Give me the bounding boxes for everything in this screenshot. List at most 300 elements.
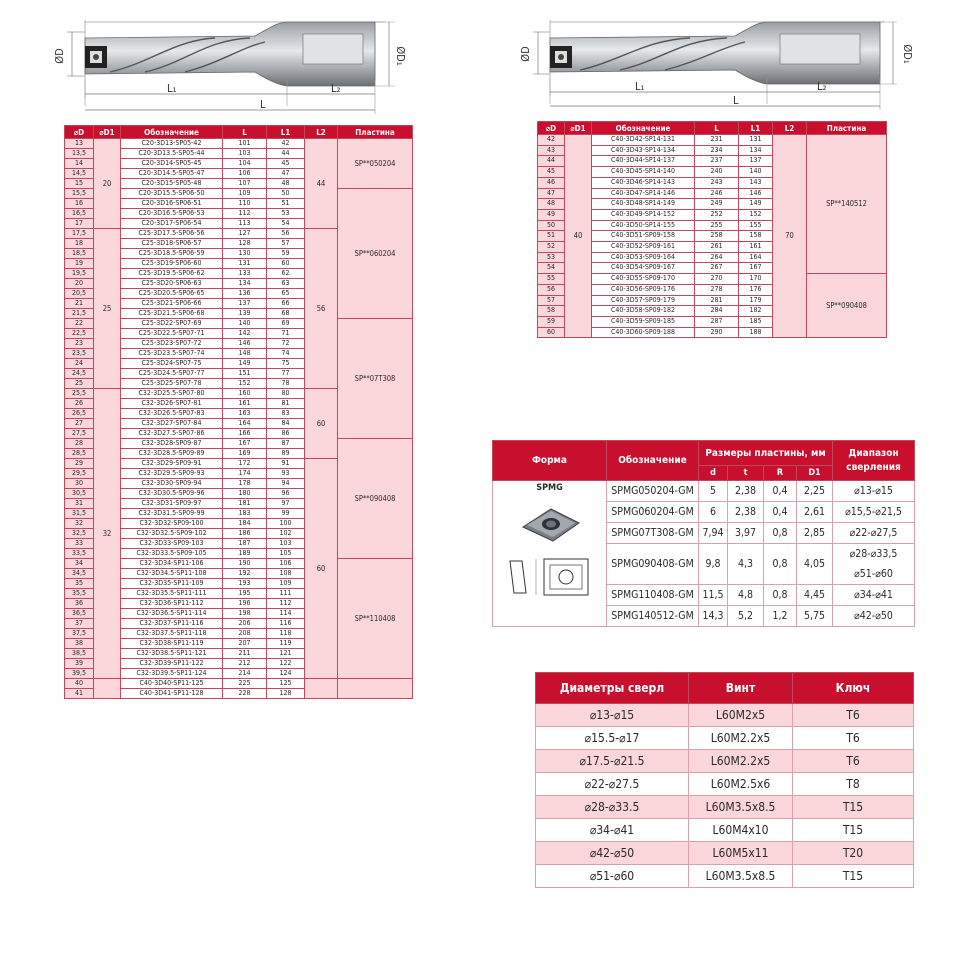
cell-designation: C40-3D52-SP09-161	[592, 242, 695, 253]
cell-d: 28,5	[65, 449, 94, 459]
cell-screw: L60M5x11	[689, 842, 793, 865]
insert-d: 14,3	[699, 606, 728, 627]
cell-d: 28	[65, 439, 94, 449]
cell-l1: 102	[267, 529, 305, 539]
cell-l1: 71	[267, 329, 305, 339]
cell-designation: C20-3D15-SP05-48	[121, 179, 223, 189]
insert-d1: 2,85	[797, 523, 833, 544]
cell-d: 47	[538, 188, 565, 199]
col-header-designation: Обозначение	[607, 441, 699, 481]
cell-d1: 20	[94, 139, 121, 229]
cell-diameter: ⌀22-⌀27.5	[536, 773, 689, 796]
cell-l1: 137	[739, 156, 773, 167]
cell-d: 31	[65, 499, 94, 509]
cell-l1: 80	[267, 389, 305, 399]
cell-l: 189	[223, 549, 267, 559]
insert-schematic-icon	[500, 555, 600, 599]
cell-d: 18	[65, 239, 94, 249]
cell-key: T20	[793, 842, 914, 865]
cell-d: 21	[65, 299, 94, 309]
cell-designation: C20-3D13-SP05-42	[121, 139, 223, 149]
cell-l1: 124	[267, 669, 305, 679]
label-l1: L₁	[167, 82, 177, 95]
cell-designation: C32-3D38-SP11-119	[121, 639, 223, 649]
table-row	[536, 865, 914, 888]
table-row	[536, 819, 914, 842]
cell-l1: 119	[267, 639, 305, 649]
cell-l1: 83	[267, 409, 305, 419]
cell-d: 32,5	[65, 529, 94, 539]
cell-d: 45	[538, 167, 565, 178]
cell-designation: C40-3D54-SP09-167	[592, 263, 695, 274]
cell-l: 149	[223, 359, 267, 369]
cell-d: 17	[65, 219, 94, 229]
screw-key-table	[535, 672, 914, 888]
table-row	[536, 773, 914, 796]
cell-screw: L60M2.2x5	[689, 727, 793, 750]
cell-d: 46	[538, 177, 565, 188]
cell-d: 24	[65, 359, 94, 369]
insert-designation: SPMG090408-GM	[607, 544, 699, 585]
cell-l1: 63	[267, 279, 305, 289]
cell-designation: C40-3D59-SP09-185	[592, 316, 695, 327]
cell-l: 163	[223, 409, 267, 419]
cell-l: 264	[695, 252, 739, 263]
cell-designation: C25-3D18.5-SP06-59	[121, 249, 223, 259]
cell-designation: C32-3D39-SP11-122	[121, 659, 223, 669]
cell-designation: C32-3D38.5-SP11-121	[121, 649, 223, 659]
cell-designation: C32-3D27-SP07-84	[121, 419, 223, 429]
cell-d: 38,5	[65, 649, 94, 659]
cell-designation: C40-3D44-SP14-137	[592, 156, 695, 167]
cell-l1: 143	[739, 177, 773, 188]
cell-d: 25,5	[65, 389, 94, 399]
cell-d: 32	[65, 519, 94, 529]
insert-range: ⌀42-⌀50	[833, 606, 915, 627]
cell-designation: C25-3D23-SP07-72	[121, 339, 223, 349]
cell-plate: SP**110408	[338, 559, 413, 679]
cell-designation: C32-3D36-SP11-112	[121, 599, 223, 609]
cell-l1: 50	[267, 189, 305, 199]
cell-designation: C40-3D50-SP14-155	[592, 220, 695, 231]
cell-key: T15	[793, 865, 914, 888]
insert-d1: 4,45	[797, 585, 833, 606]
cell-d: 48	[538, 199, 565, 210]
cell-key: T6	[793, 727, 914, 750]
cell-l1: 167	[739, 263, 773, 274]
cell-l1: 146	[739, 188, 773, 199]
cell-l1: 188	[739, 327, 773, 338]
cell-l: 107	[223, 179, 267, 189]
cell-l1: 65	[267, 289, 305, 299]
cell-designation: C40-3D46-SP14-143	[592, 177, 695, 188]
drill-drawing-left	[53, 8, 407, 120]
cell-plate: SP**060204	[338, 189, 413, 319]
cell-l: 237	[695, 156, 739, 167]
cell-l: 167	[223, 439, 267, 449]
cell-l1: 66	[267, 299, 305, 309]
cell-l: 206	[223, 619, 267, 629]
label-od: ØD	[53, 48, 66, 64]
cell-designation: C25-3D18-SP06-57	[121, 239, 223, 249]
cell-designation: C32-3D27.5-SP07-86	[121, 429, 223, 439]
cell-designation: C32-3D39.5-SP11-124	[121, 669, 223, 679]
cell-l: 211	[223, 649, 267, 659]
cell-l: 146	[223, 339, 267, 349]
label-od: ØD	[519, 46, 532, 62]
label-od1: ØD₁	[394, 46, 407, 66]
col-header-sizes: Размеры пластины, мм	[699, 441, 833, 466]
cell-l: 196	[223, 599, 267, 609]
col-header-l2: L2	[305, 126, 338, 139]
cell-d: 38	[65, 639, 94, 649]
cell-d: 16	[65, 199, 94, 209]
cell-l1: 118	[267, 629, 305, 639]
cell-l: 139	[223, 309, 267, 319]
cell-l2: 70	[773, 135, 807, 338]
col-header-sub-d: d	[699, 466, 728, 481]
cell-l: 187	[223, 539, 267, 549]
cell-diameter: ⌀28-⌀33.5	[536, 796, 689, 819]
cell-d: 15	[65, 179, 94, 189]
cell-l: 190	[223, 559, 267, 569]
col-header-sub-d1: D1	[797, 466, 833, 481]
cell-d: 20	[65, 279, 94, 289]
cell-l: 174	[223, 469, 267, 479]
cell-designation: C32-3D26-SP07-81	[121, 399, 223, 409]
cell-l: 148	[223, 349, 267, 359]
cell-l1: 51	[267, 199, 305, 209]
cell-d: 35,5	[65, 589, 94, 599]
cell-d: 24,5	[65, 369, 94, 379]
cell-designation: C32-3D31-SP09-97	[121, 499, 223, 509]
insert-range: ⌀34-⌀41	[833, 585, 915, 606]
cell-d: 15,5	[65, 189, 94, 199]
insert-range-1: ⌀28-⌀33,5	[849, 548, 898, 560]
cell-diameter: ⌀51-⌀60	[536, 865, 689, 888]
cell-l: 152	[223, 379, 267, 389]
cell-l: 193	[223, 579, 267, 589]
col-header-l: L	[223, 126, 267, 139]
cell-d: 56	[538, 284, 565, 295]
cell-designation: C32-3D29.5-SP09-93	[121, 469, 223, 479]
cell-l1: 111	[267, 589, 305, 599]
cell-diameter: ⌀34-⌀41	[536, 819, 689, 842]
cell-l1: 97	[267, 499, 305, 509]
cell-l1: 103	[267, 539, 305, 549]
cell-d: 43	[538, 145, 565, 156]
insert-t: 4,8	[728, 585, 764, 606]
cell-d: 26	[65, 399, 94, 409]
insert-d1: 2,25	[797, 481, 833, 502]
cell-l: 252	[695, 209, 739, 220]
cell-l: 178	[223, 479, 267, 489]
cell-l1: 164	[739, 252, 773, 263]
cell-l1: 131	[739, 135, 773, 146]
cell-d: 37,5	[65, 629, 94, 639]
col-header-key: Ключ	[793, 673, 914, 704]
cell-l1: 161	[739, 242, 773, 253]
cell-d: 53	[538, 252, 565, 263]
insert-designation: SPMG110408-GM	[607, 585, 699, 606]
cell-l1: 185	[739, 316, 773, 327]
cell-l: 255	[695, 220, 739, 231]
cell-d: 30	[65, 479, 94, 489]
cell-l1: 45	[267, 159, 305, 169]
cell-d: 19,5	[65, 269, 94, 279]
cell-l1: 59	[267, 249, 305, 259]
insert-t: 4,3	[728, 544, 764, 585]
insert-range-2: ⌀51-⌀60	[854, 568, 893, 580]
cell-d: 49	[538, 209, 565, 220]
cell-d: 18,5	[65, 249, 94, 259]
insert-d: 5	[699, 481, 728, 502]
cell-l1: 72	[267, 339, 305, 349]
insert-designation: SPMG140512-GM	[607, 606, 699, 627]
cell-l: 234	[695, 145, 739, 156]
cell-designation: C20-3D14.5-SP05-47	[121, 169, 223, 179]
cell-l1: 93	[267, 469, 305, 479]
cell-designation: C25-3D20-SP06-63	[121, 279, 223, 289]
cell-diameter: ⌀42-⌀50	[536, 842, 689, 865]
cell-l1: 128	[267, 689, 305, 699]
insert-r: 0,4	[764, 502, 797, 523]
cell-l: 212	[223, 659, 267, 669]
cell-l1: 108	[267, 569, 305, 579]
cell-d: 14,5	[65, 169, 94, 179]
cell-d: 58	[538, 306, 565, 317]
cell-l: 240	[695, 167, 739, 178]
cell-designation: C25-3D24.5-SP07-77	[121, 369, 223, 379]
cell-d: 16,5	[65, 209, 94, 219]
cell-l2: 60	[305, 459, 338, 679]
cell-l: 140	[223, 319, 267, 329]
cell-designation: C40-3D51-SP09-158	[592, 231, 695, 242]
cell-d: 33,5	[65, 549, 94, 559]
cell-d: 50	[538, 220, 565, 231]
cell-d1: 40	[565, 135, 592, 338]
cell-l: 249	[695, 199, 739, 210]
cell-l1: 77	[267, 369, 305, 379]
cell-l: 161	[223, 399, 267, 409]
cell-designation: C25-3D22.5-SP07-71	[121, 329, 223, 339]
cell-d: 60	[538, 327, 565, 338]
insert-range: ⌀15,5-⌀21,5	[833, 502, 915, 523]
cell-l1: 125	[267, 679, 305, 689]
insert-t: 2,38	[728, 481, 764, 502]
cell-d1: 32	[94, 389, 121, 679]
drill-table-right	[537, 121, 887, 338]
cell-l: 110	[223, 199, 267, 209]
insert-range: ⌀22-⌀27,5	[833, 523, 915, 544]
insert-r: 0,8	[764, 585, 797, 606]
cell-designation: C25-3D19-SP06-60	[121, 259, 223, 269]
cell-d: 27,5	[65, 429, 94, 439]
cell-d: 13,5	[65, 149, 94, 159]
col-header-plate: Пластина	[807, 122, 887, 135]
cell-l1: 152	[739, 209, 773, 220]
cell-designation: C25-3D24-SP07-75	[121, 359, 223, 369]
cell-l1: 122	[267, 659, 305, 669]
cell-d: 36,5	[65, 609, 94, 619]
cell-l1: 56	[267, 229, 305, 239]
cell-l: 164	[223, 419, 267, 429]
col-header-l: L	[695, 122, 739, 135]
cell-designation: C40-3D40-SP11-125	[121, 679, 223, 689]
cell-l1: 54	[267, 219, 305, 229]
cell-l: 183	[223, 509, 267, 519]
cell-designation: C40-3D57-SP09-179	[592, 295, 695, 306]
cell-screw: L60M4x10	[689, 819, 793, 842]
cell-key: T15	[793, 796, 914, 819]
cell-l1: 48	[267, 179, 305, 189]
cell-screw: L60M3.5x8.5	[689, 796, 793, 819]
cell-l2	[305, 679, 338, 699]
cell-d: 30,5	[65, 489, 94, 499]
cell-d: 54	[538, 263, 565, 274]
cell-d: 17,5	[65, 229, 94, 239]
cell-l: 207	[223, 639, 267, 649]
cell-l: 225	[223, 679, 267, 689]
cell-key: T8	[793, 773, 914, 796]
cell-designation: C20-3D16.5-SP06-53	[121, 209, 223, 219]
cell-designation: C32-3D29-SP09-91	[121, 459, 223, 469]
cell-designation: C32-3D26.5-SP07-83	[121, 409, 223, 419]
cell-l: 231	[695, 135, 739, 146]
insert-designation: SPMG07T308-GM	[607, 523, 699, 544]
cell-l: 142	[223, 329, 267, 339]
cell-designation: C40-3D47-SP14-146	[592, 188, 695, 199]
label-l2: L₂	[331, 82, 341, 95]
insert-d: 11,5	[699, 585, 728, 606]
cell-l: 172	[223, 459, 267, 469]
cell-d: 42	[538, 135, 565, 146]
cell-designation: C40-3D45-SP14-140	[592, 167, 695, 178]
cell-plate	[338, 679, 413, 699]
drill-drawing-right	[505, 8, 914, 114]
cell-screw: L60M2x5	[689, 704, 793, 727]
cell-l2: 56	[305, 229, 338, 389]
cell-designation: C32-3D33.5-SP09-105	[121, 549, 223, 559]
cell-diameter: ⌀17.5-⌀21.5	[536, 750, 689, 773]
cell-l1: 89	[267, 449, 305, 459]
drill-table-left	[64, 125, 413, 699]
cell-l: 281	[695, 295, 739, 306]
cell-l1: 57	[267, 239, 305, 249]
cell-designation: C25-3D21.5-SP06-68	[121, 309, 223, 319]
label-l: L	[733, 94, 739, 107]
table-row	[493, 481, 915, 502]
form-cell	[493, 481, 607, 627]
cell-l1: 60	[267, 259, 305, 269]
cell-designation: C32-3D37-SP11-116	[121, 619, 223, 629]
cell-designation: C25-3D22-SP07-69	[121, 319, 223, 329]
cell-l: 195	[223, 589, 267, 599]
cell-d: 35	[65, 579, 94, 589]
cell-d: 22	[65, 319, 94, 329]
insert-d: 7,94	[699, 523, 728, 544]
cell-l: 106	[223, 169, 267, 179]
cell-d1	[94, 679, 121, 699]
cell-l: 180	[223, 489, 267, 499]
cell-l: 109	[223, 189, 267, 199]
cell-designation: C40-3D53-SP09-164	[592, 252, 695, 263]
cell-designation: C32-3D30-SP09-94	[121, 479, 223, 489]
cell-l1: 42	[267, 139, 305, 149]
cell-l: 104	[223, 159, 267, 169]
cell-l: 151	[223, 369, 267, 379]
cell-designation: C32-3D35.5-SP11-111	[121, 589, 223, 599]
table-header-row	[538, 122, 887, 135]
cell-designation: C25-3D21-SP06-66	[121, 299, 223, 309]
cell-d: 22,5	[65, 329, 94, 339]
cell-l1: 78	[267, 379, 305, 389]
cell-designation: C40-3D56-SP09-176	[592, 284, 695, 295]
col-header-screw: Винт	[689, 673, 793, 704]
cell-l1: 75	[267, 359, 305, 369]
cell-l: 284	[695, 306, 739, 317]
cell-designation: C20-3D14-SP05-45	[121, 159, 223, 169]
cell-l: 131	[223, 259, 267, 269]
cell-screw: L60M3.5x8.5	[689, 865, 793, 888]
cell-l1: 158	[739, 231, 773, 242]
cell-l: 287	[695, 316, 739, 327]
cell-designation: C32-3D37.5-SP11-118	[121, 629, 223, 639]
cell-designation: C32-3D34.5-SP11-108	[121, 569, 223, 579]
cell-l: 130	[223, 249, 267, 259]
cell-d: 14	[65, 159, 94, 169]
cell-l1: 109	[267, 579, 305, 589]
col-header-sub-r: R	[764, 466, 797, 481]
cell-designation: C20-3D17-SP06-54	[121, 219, 223, 229]
cell-diameter: ⌀15.5-⌀17	[536, 727, 689, 750]
cell-l: 101	[223, 139, 267, 149]
cell-designation: C25-3D20.5-SP06-65	[121, 289, 223, 299]
insert-d1: 4,05	[797, 544, 833, 585]
cell-designation: C32-3D32.5-SP09-102	[121, 529, 223, 539]
cell-key: T6	[793, 750, 914, 773]
col-header-designation: Обозначение	[592, 122, 695, 135]
insert-range	[833, 544, 915, 585]
cell-l: 267	[695, 263, 739, 274]
cell-d: 41	[65, 689, 94, 699]
cell-d: 23	[65, 339, 94, 349]
insert-d: 9,8	[699, 544, 728, 585]
cell-l1: 81	[267, 399, 305, 409]
cell-designation: C32-3D35-SP11-109	[121, 579, 223, 589]
cell-l: 112	[223, 209, 267, 219]
col-header-l1: L1	[739, 122, 773, 135]
cell-designation: C40-3D48-SP14-149	[592, 199, 695, 210]
cell-l1: 94	[267, 479, 305, 489]
table-row	[536, 796, 914, 819]
cell-l2: 60	[305, 389, 338, 459]
cell-l: 136	[223, 289, 267, 299]
insert-d1: 2,61	[797, 502, 833, 523]
cell-l1: 179	[739, 295, 773, 306]
cell-designation: C40-3D43-SP14-134	[592, 145, 695, 156]
cell-l1: 106	[267, 559, 305, 569]
label-l1: L₁	[635, 80, 645, 93]
insert-t: 3,97	[728, 523, 764, 544]
col-header-plate: Пластина	[338, 126, 413, 139]
cell-l: 137	[223, 299, 267, 309]
cell-designation: C20-3D16-SP06-51	[121, 199, 223, 209]
cell-d: 25	[65, 379, 94, 389]
insert-t: 5,2	[728, 606, 764, 627]
cell-l1: 112	[267, 599, 305, 609]
cell-l: 103	[223, 149, 267, 159]
